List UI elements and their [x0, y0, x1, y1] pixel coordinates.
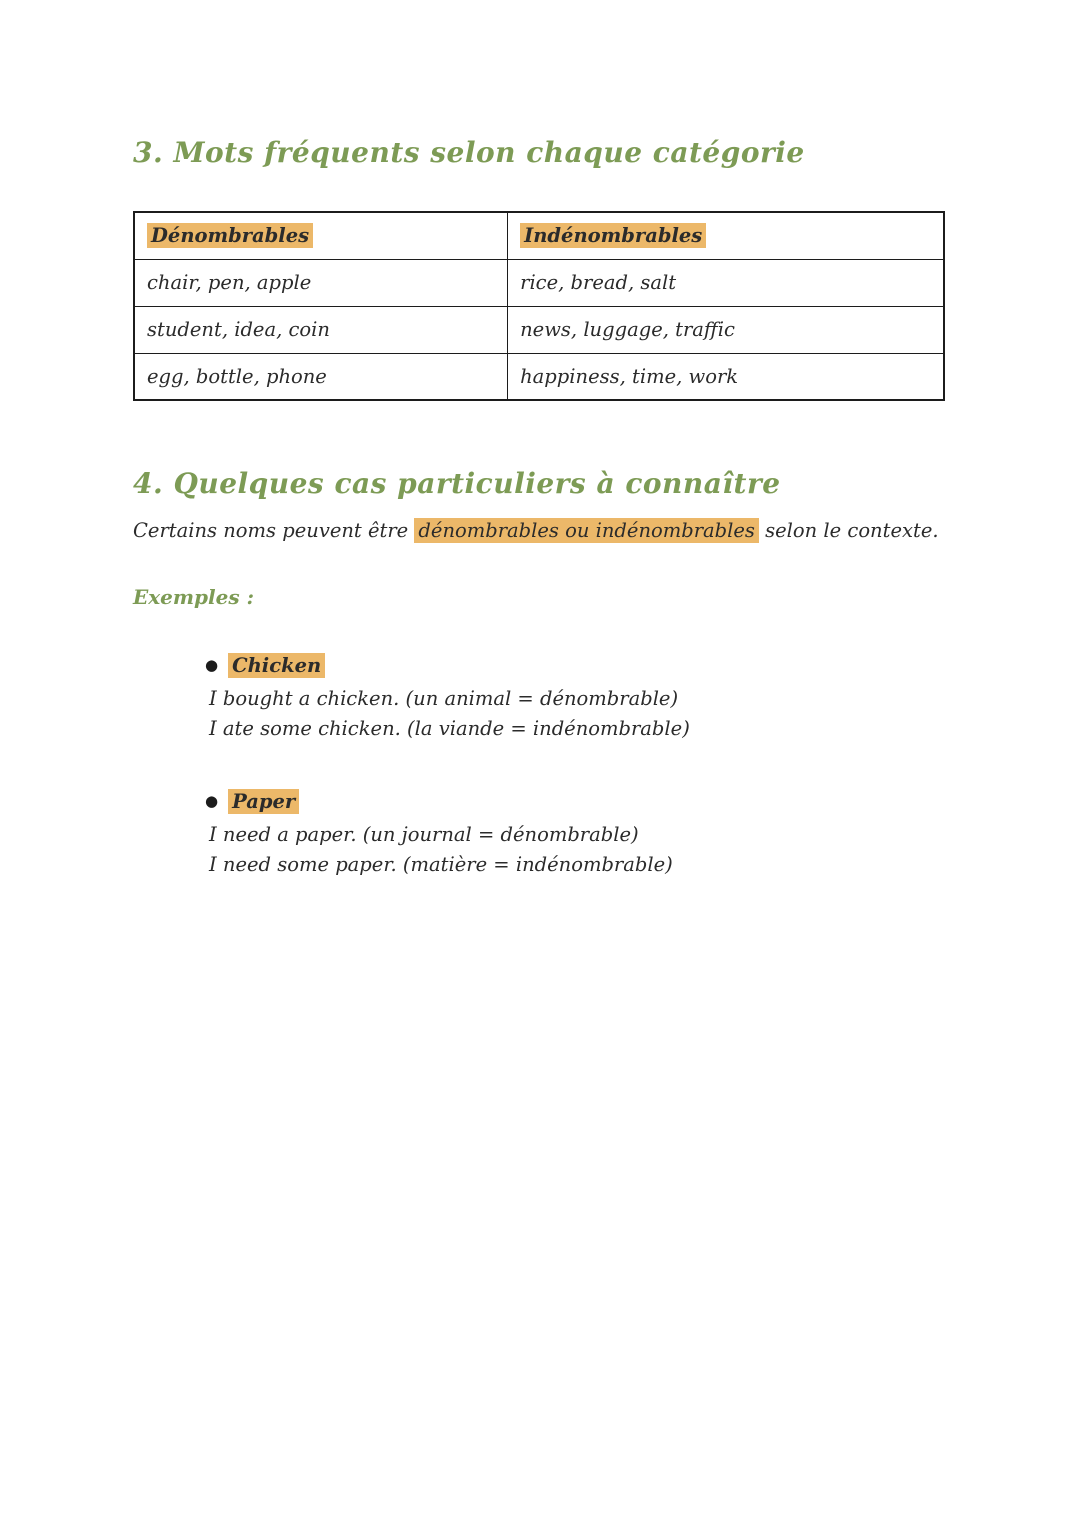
table-row: [134, 353, 944, 400]
intro-suffix: selon le contexte.: [758, 519, 939, 542]
highlight: dénombrables ou indénombrables: [414, 518, 759, 543]
highlight: Dénombrables: [147, 223, 313, 248]
example-term-row: [205, 789, 945, 814]
example-term: Chicken: [228, 653, 325, 678]
highlight: Indénombrables: [520, 223, 706, 248]
section4-intro: [133, 516, 945, 545]
examples-label: Exemples :: [133, 585, 254, 610]
example-sentence: I bought a chicken. (un animal = dénombrable): [209, 687, 679, 711]
table-row: [134, 306, 944, 353]
example-sentence: I ate some chicken. (la viande = indénombrable): [209, 717, 690, 741]
example-chicken: [205, 653, 945, 744]
table-cell: rice, bread, salt: [508, 259, 944, 306]
section4: [133, 467, 945, 880]
bullet-icon: ●: [205, 656, 219, 675]
table-header-indenombrables: [508, 212, 944, 259]
bullet-icon: ●: [205, 791, 219, 810]
example-lines: [205, 820, 945, 880]
table-cell: student, idea, coin: [134, 306, 508, 353]
example-term: Paper: [228, 789, 299, 814]
table-row: [134, 259, 944, 306]
example-sentence: I need a paper. (un journal = dénombrable): [209, 822, 639, 846]
table-cell: news, luggage, traffic: [508, 306, 944, 353]
section3-heading: 3. Mots fréquents selon chaque catégorie: [133, 136, 805, 169]
section4-heading: 4. Quelques cas particuliers à connaître: [133, 467, 781, 500]
frequent-words-table: [133, 211, 945, 401]
intro-prefix: Certains noms peuvent être: [133, 519, 415, 542]
example-lines: [205, 684, 945, 744]
example-paper: [205, 789, 945, 880]
table-header-denombrables: [134, 212, 508, 259]
example-sentence: I need some paper. (matière = indénombrable): [209, 852, 673, 876]
table-cell: happiness, time, work: [508, 353, 944, 400]
table-header-row: [134, 212, 944, 259]
table-cell: chair, pen, apple: [134, 259, 508, 306]
table-cell: egg, bottle, phone: [134, 353, 508, 400]
example-term-row: [205, 653, 945, 678]
